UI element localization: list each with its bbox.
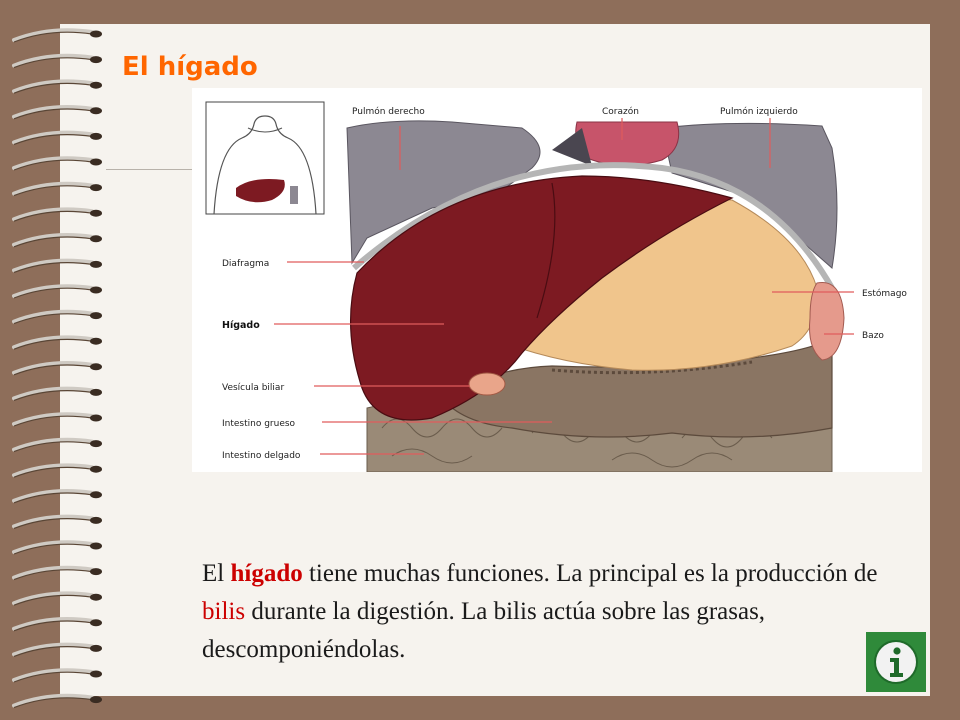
label-diaphragm: Diafragma: [222, 259, 270, 269]
info-icon: [866, 632, 926, 692]
slide-title: El hígado: [122, 52, 258, 82]
description-paragraph: [202, 555, 902, 669]
spiral-binding: [0, 0, 130, 720]
text-part: durante la digestión. La bilis actúa sobre las grasas, descomponiéndolas.: [202, 598, 766, 663]
label-spleen: Bazo: [862, 331, 884, 341]
label-stomach: Estómago: [862, 289, 907, 299]
label-small-intestine: Intestino delgado: [222, 451, 301, 461]
label-left-lung: Pulmón izquierdo: [720, 107, 798, 117]
liver-anatomy-diagram: [192, 88, 922, 472]
label-right-lung: Pulmón derecho: [352, 107, 425, 117]
label-gallbladder: Vesícula biliar: [222, 383, 285, 393]
text-part: El: [202, 560, 231, 587]
highlight-term-liver: hígado: [230, 560, 303, 587]
label-liver: Hígado: [222, 320, 260, 331]
label-large-intestine: Intestino grueso: [222, 419, 296, 429]
text-part: tiene muchas funciones. La principal es la producción de: [302, 560, 878, 587]
info-button[interactable]: [866, 632, 926, 692]
divider-line: [106, 169, 196, 170]
label-heart: Corazón: [602, 107, 639, 117]
highlight-term-bile: bilis: [202, 598, 246, 625]
gallbladder: [469, 373, 505, 395]
body-inset: [206, 102, 324, 214]
heart: [576, 122, 679, 166]
